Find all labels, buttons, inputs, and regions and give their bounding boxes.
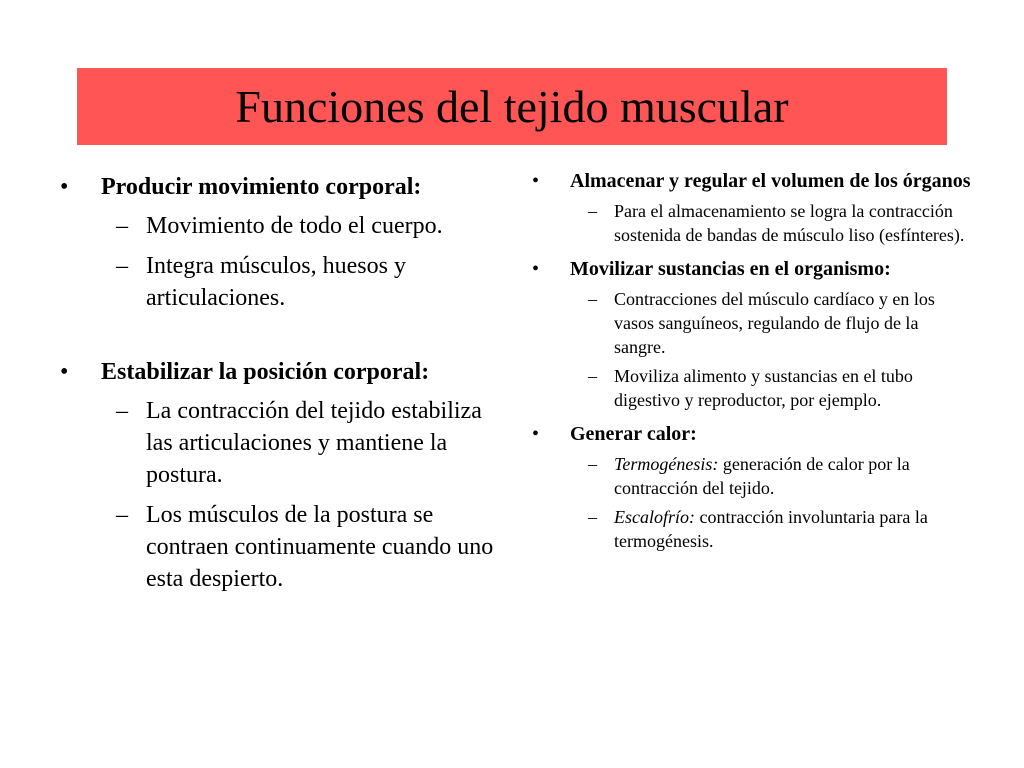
bullet-icon: •	[532, 258, 540, 280]
term-text: Termogénesis:	[614, 454, 719, 474]
dash-icon: –	[116, 213, 128, 239]
right-section-3-item-1	[588, 452, 972, 500]
item-text: Integra músculos, huesos y articulaciones.	[146, 253, 406, 311]
item-text: Movimiento de todo el cuerpo.	[146, 213, 443, 239]
dash-icon: –	[588, 507, 597, 527]
right-section-1-heading	[532, 168, 972, 194]
right-section-3-item-2	[588, 505, 972, 553]
left-section-2-heading	[60, 357, 500, 387]
dash-icon: –	[588, 289, 597, 309]
bullet-icon: •	[60, 174, 69, 200]
bullet-icon: •	[532, 170, 540, 192]
item-text: La contracción del tejido estabiliza las articulaciones y mantiene la postura.	[146, 398, 482, 488]
heading-text: Generar calor:	[570, 423, 697, 445]
section-gap	[60, 314, 500, 357]
dash-icon: –	[588, 454, 597, 474]
right-section-2-item-1	[588, 287, 972, 359]
item-text: contracción involuntaria para la termogénesis.	[614, 507, 928, 551]
item-text: Moviliza alimento y sustancias en el tubo digestivo y reproductor, por ejemplo.	[614, 366, 913, 410]
title-bar	[77, 68, 947, 145]
item-text: generación de calor por la contracción del tejido.	[614, 454, 910, 498]
right-column	[532, 168, 972, 553]
heading-text: Estabilizar la posición corporal:	[101, 359, 430, 385]
bullet-icon: •	[532, 423, 540, 445]
left-column	[60, 172, 500, 595]
left-section-1-item-2	[116, 250, 500, 314]
left-section-2-item-2	[116, 499, 500, 595]
left-section-2-item-1	[116, 395, 500, 491]
dash-icon: –	[116, 253, 128, 279]
right-section-2-heading	[532, 256, 972, 282]
slide-title: Funciones del tejido muscular	[235, 80, 789, 132]
right-section-1-item-1	[588, 199, 972, 247]
item-text: Para el almacenamiento se logra la contracción sostenida de bandas de músculo liso (esfínteres).	[614, 201, 965, 245]
dash-icon: –	[588, 366, 597, 386]
right-section-3-heading	[532, 421, 972, 447]
heading-text: Almacenar y regular el volumen de los órganos	[570, 170, 971, 192]
heading-text: Producir movimiento corporal:	[101, 174, 422, 200]
term-text: Escalofrío:	[614, 507, 695, 527]
dash-icon: –	[116, 502, 128, 528]
item-text: Los músculos de la postura se contraen continuamente cuando uno esta despierto.	[146, 502, 494, 592]
right-section-2-item-2	[588, 364, 972, 412]
bullet-icon: •	[60, 359, 69, 385]
left-section-1-item-1	[116, 210, 500, 242]
left-section-1-heading	[60, 172, 500, 202]
dash-icon: –	[116, 398, 128, 424]
item-text: Contracciones del músculo cardíaco y en los vasos sanguíneos, regulando de flujo de la sangre.	[614, 289, 935, 357]
dash-icon: –	[588, 201, 597, 221]
heading-text: Movilizar sustancias en el organismo:	[570, 258, 891, 280]
